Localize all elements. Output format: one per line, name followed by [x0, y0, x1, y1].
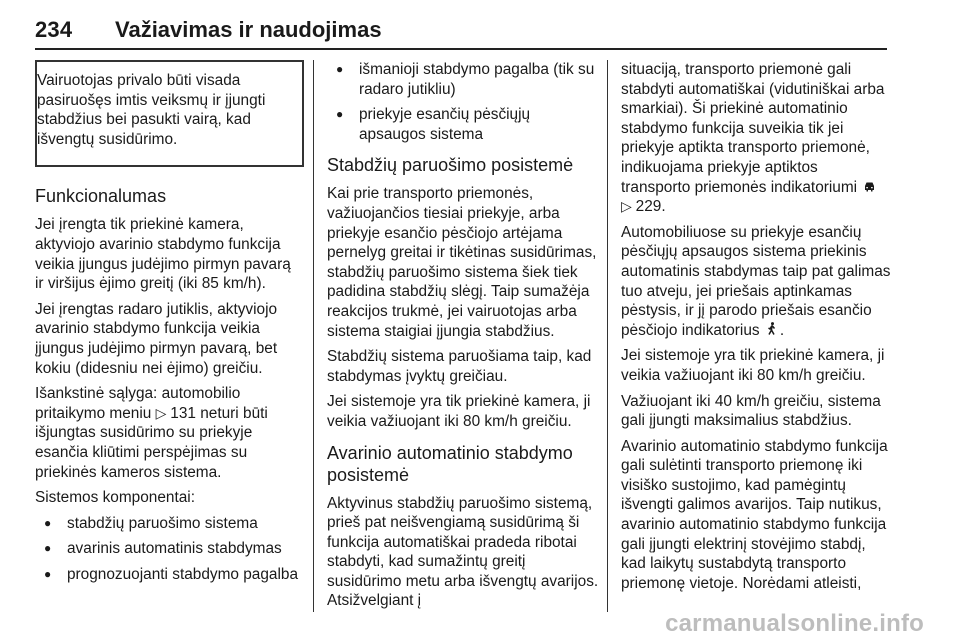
column-2: [327, 60, 599, 617]
paragraph: Automobiliuose su priekyje esančių pėsčiųjų apsaugos sistema priekinis automatinis stabdymas taip pat galimas tuo atveju, jei priešais aptinkamas pėstysis, ir jį parodo priešais esančio pėsčiojo indikatorius .: [621, 223, 891, 339]
paragraph: situaciją, transporto priemonė gali stabdyti automatiškai (vidutiniškai arba smarkiai). Ši priekinė automatinio stabdymo funkcija suveikia tik jei priekyje aptikta transporto priemonė, indikuojama priekyje aptiktos transporto priemonės indikatoriumi ▷ 229.: [621, 61, 885, 216]
list-item: ● avarinis automatinis stabdymas: [35, 539, 300, 559]
reference-arrow-icon: ▷: [621, 198, 636, 215]
section-heading-emergency-braking: Avarinio automatinio stabdymo posistemė: [327, 442, 573, 485]
header-rule: [35, 48, 887, 50]
section-heading-brake-preparation: Stabdžių paruošimo posistemė: [327, 155, 574, 176]
column-divider: [607, 60, 608, 612]
page-reference[interactable]: 131: [170, 404, 196, 422]
caution-text: Vairuotojas privalo būti visada pasiruošęs imtis veiksmų ir įjungti stabdžius bei pasukti vairą, kad išvengtų susidūrimo.: [37, 72, 266, 148]
section-heading-functionality: Funkcionalumas: [35, 186, 167, 207]
paragraph: Važiuojant iki 40 km/h greičiu, sistema gali įjungti maksimalius stabdžius.: [621, 392, 881, 430]
bullet-list: [35, 514, 300, 585]
paragraph: Jei įrengta tik priekinė kamera, aktyviojo avarinio stabdymo funkcija veikia įjungus judėjimo pirmyn pavarą ir viršijus ėjimo greitį (iki 85 km/h).: [35, 216, 291, 293]
column-1: [35, 60, 300, 590]
pedestrian-ahead-icon: [764, 321, 780, 341]
page-reference[interactable]: 229.: [635, 198, 666, 216]
list-item: ● prognozuojanti stabdymo pagalba: [35, 565, 300, 585]
paragraph: Sistemos komponentai:: [35, 489, 195, 507]
paragraph: Išankstinė sąlyga: automobilio pritaikymo meniu ▷ 131 neturi būti išjungtas susidūrimo su priekyje esančia kliūtimi perspėjimas su priekinės kameros sistema.: [35, 385, 268, 481]
bullet-list: [327, 60, 599, 144]
list-item: ● priekyje esančių pėsčiųjų apsaugos sistema: [327, 105, 599, 144]
paragraph: Jei sistemoje yra tik priekinė kamera, ji veikia važiuojant iki 80 km/h greičiu.: [621, 347, 885, 384]
paragraph: Avarinio automatinio stabdymo funkcija gali sulėtinti transporto priemonę iki visiško sustojimo, kad pamėgintų išvengti galimos avarijos. Taip nutikus, avarinio automatinio stabdymo funkcija gali įjungti elektrinį stovėjimo stabdį, kad laikytų sustabdytą transporto priemonę vietoje. Norėdami atleisti,: [621, 437, 888, 592]
chapter-title: Važiavimas ir naudojimas: [115, 17, 382, 42]
paragraph: Stabdžių sistema paruošiama taip, kad stabdymas įvyktų greičiau.: [327, 348, 592, 385]
reference-arrow-icon: ▷: [155, 404, 171, 421]
paragraph: Aktyvinus stabdžių paruošimo sistemą, prieš pat neišvengiamą susidūrimą ši funkcija automatiškai pradeda ribotai stabdyti, kad sumažintų greitį susidūrimo metu arba išvengtų avarijos. Atsižvelgiant į: [327, 494, 599, 610]
watermark: carmanualsonline.info: [665, 610, 924, 637]
paragraph: Jei įrengtas radaro jutiklis, aktyviojo avarinio stabdymo funkcija veikia įjungus judėjimo pirmyn pavarą, bet kokiu (didesniu nei ėjimo) greičiu.: [35, 300, 278, 377]
list-item: ● stabdžių paruošimo sistema: [35, 514, 300, 534]
paragraph: Jei sistemoje yra tik priekinė kamera, ji veikia važiuojant iki 80 km/h greičiu.: [327, 393, 591, 430]
column-divider: [313, 60, 314, 612]
page-number: 234: [35, 17, 73, 42]
vehicle-ahead-icon: [861, 178, 877, 198]
caution-box: [35, 60, 304, 167]
column-3: [621, 60, 891, 599]
paragraph: Kai prie transporto priemonės, važiuojančios tiesiai priekyje, arba priekyje esančio pėsčiojo artėjama pernelyg greitai ir tikėtinas susidūrimas, stabdžių paruošimo sistema šiek tiek padidina stabdžių slėgį. Taip sumažėja reakcijos trukmė, jei vairuotojas arba sistema staigiai įjungia stabdžius.: [327, 185, 597, 340]
page-header: [35, 5, 887, 49]
list-item: ● išmanioji stabdymo pagalba (tik su radaro jutikliu): [327, 60, 599, 99]
